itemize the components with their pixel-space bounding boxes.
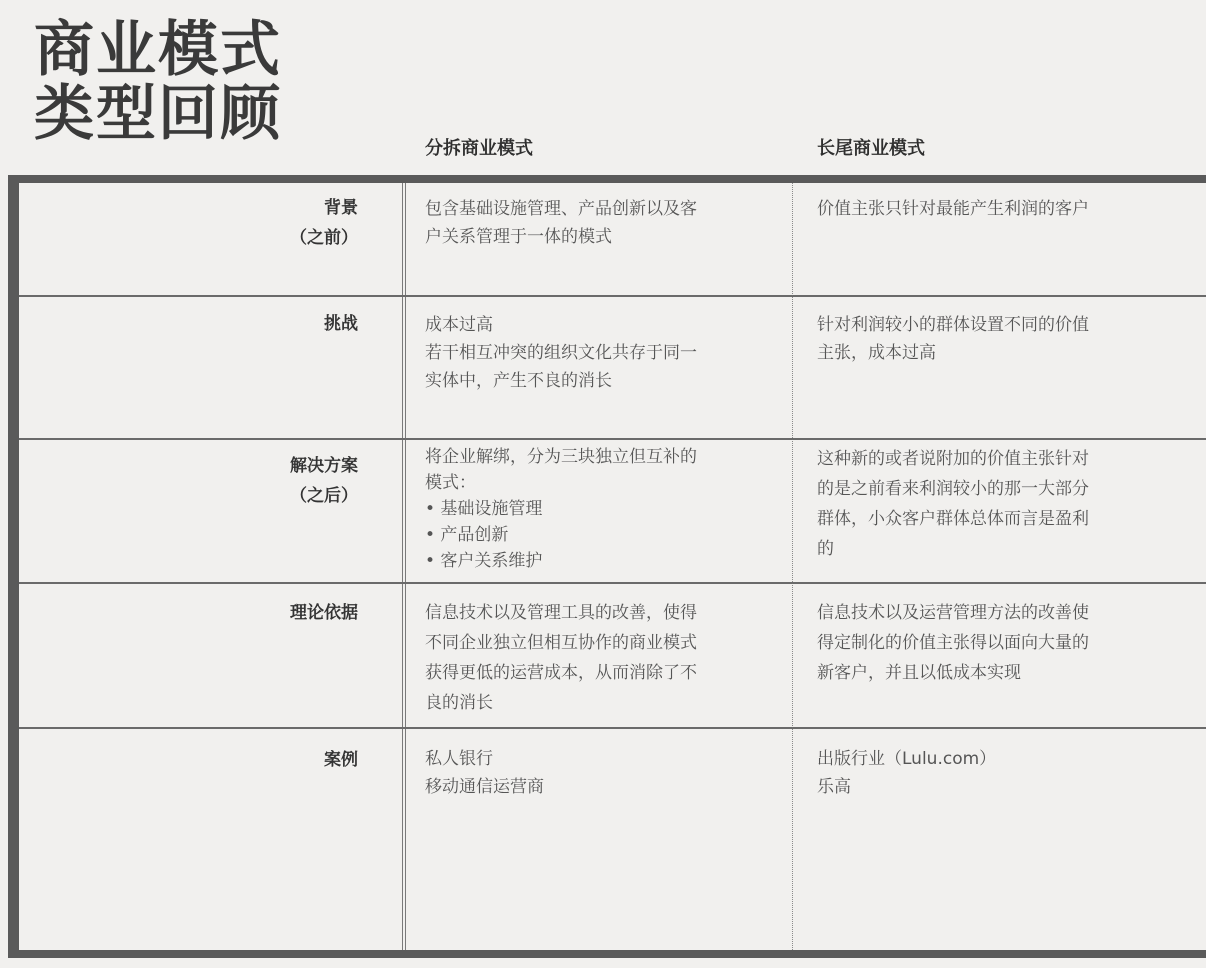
column-divider [402,183,403,950]
cell-examples-long-tail [817,745,996,801]
cell-line: 实体中，产生不良的消长 [425,371,612,391]
cell-line: 户关系管理于一体的模式 [425,227,612,247]
cell-line: 新客户，并且以低成本实现 [817,663,1021,683]
cell-line: 信息技术以及运营管理方法的改善使 [817,603,1089,623]
row-divider [19,727,1206,729]
cell-line: 包含基础设施管理、产品创新以及客 [425,199,697,219]
cell-challenge-long-tail [817,311,1089,367]
cell-line: 价值主张只针对最能产生利润的客户 [817,199,1089,219]
bullet-item: • 客户关系维护 [425,551,543,571]
cell-line: 主张，成本过高 [817,343,936,363]
column-divider [405,183,406,950]
title-line-2: 类型回顾 [34,79,282,149]
row-divider [19,438,1206,440]
cell-line: 出版行业（Lulu.com） [817,749,997,769]
row-divider [19,582,1206,584]
column-divider-dotted [792,183,793,950]
cell-line: 成本过高 [425,315,493,335]
cell-line: 将企业解绑，分为三块独立但互补的 [425,447,697,467]
cell-line: 这种新的或者说附加的价值主张针对 [817,449,1089,469]
cell-line: 不同企业独立但相互协作的商业模式 [425,633,697,653]
cell-line: 信息技术以及管理工具的改善，使得 [425,603,697,623]
bullet-item: • 产品创新 [425,525,509,545]
cell-solution-unbundled [425,444,697,574]
row-label-line: 理论依据 [290,603,358,623]
cell-line: 移动通信运营商 [425,777,544,797]
cell-line: 得定制化的价值主张得以面向大量的 [817,633,1089,653]
row-label-line: 背景 [324,198,358,218]
bullet-item: • 基础设施管理 [425,499,543,519]
row-label-background [290,193,358,253]
cell-background-long-tail [817,195,1089,223]
cell-line: 模式： [425,473,476,493]
row-label-line: 解决方案 [290,456,358,476]
row-label-line: （之后） [290,486,358,506]
cell-solution-long-tail [817,444,1089,564]
row-label-line: 案例 [324,750,358,770]
row-label-rationale [290,598,358,628]
column-header-long-tail: 长尾商业模式 [817,138,925,159]
cell-line: 针对利润较小的群体设置不同的价值 [817,315,1089,335]
row-label-challenge [324,309,358,339]
cell-rationale-unbundled [425,598,697,718]
cell-line: 的是之前看来利润较小的那一大部分 [817,479,1089,499]
row-divider [19,295,1206,297]
column-header-unbundled: 分拆商业模式 [425,138,533,159]
cell-line: 群体，小众客户群体总体而言是盈利 [817,509,1089,529]
cell-examples-unbundled [425,745,544,801]
row-label-examples [324,745,358,775]
cell-line: 的 [817,539,834,559]
cell-rationale-long-tail [817,598,1089,688]
title-line-1: 商业模式 [34,15,282,85]
row-label-solution [290,451,358,511]
row-label-line: 挑战 [324,314,358,334]
cell-line: 私人银行 [425,749,493,769]
cell-line: 获得更低的运营成本，从而消除了不 [425,663,697,683]
page-title [34,15,282,149]
cell-line: 良的消长 [425,693,493,713]
row-label-line: （之前） [290,228,358,248]
cell-line: 若干相互冲突的组织文化共存于同一 [425,343,697,363]
cell-line: 乐高 [817,777,851,797]
cell-background-unbundled [425,195,697,251]
cell-challenge-unbundled [425,311,697,395]
